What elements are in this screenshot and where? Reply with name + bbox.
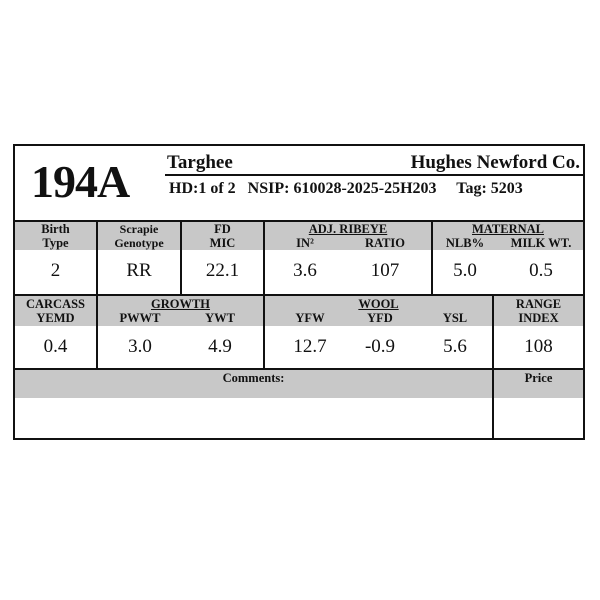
scrapie-value: RR bbox=[126, 260, 152, 281]
ribeye-in2-value: 3.6 bbox=[293, 260, 317, 281]
range-index-value: 108 bbox=[524, 336, 553, 357]
scrapie-label-line2: Genotype bbox=[114, 236, 164, 250]
fd-mic-label bbox=[182, 222, 263, 250]
ribeye-in2-label: IN² bbox=[296, 236, 314, 250]
rule-3 bbox=[15, 368, 583, 370]
ribeye-ratio-value: 107 bbox=[370, 260, 400, 281]
carcass-label-line2: YEMD bbox=[36, 311, 75, 325]
ribeye-ratio-label: RATIO bbox=[364, 236, 406, 250]
birth-type-label-line2: Type bbox=[42, 236, 69, 250]
fd-label-line2: MIC bbox=[209, 236, 236, 250]
header-rule bbox=[165, 174, 585, 176]
price-label: Price bbox=[524, 371, 553, 385]
ribeye-group-label: ADJ. RIBEYE bbox=[308, 222, 388, 236]
carcass-label bbox=[15, 297, 96, 325]
pwwt-value: 3.0 bbox=[128, 336, 152, 357]
comments-area bbox=[15, 398, 492, 440]
nsip-text: NSIP: 610028-2025-25H203 bbox=[247, 180, 437, 197]
scrapie-label-line1: Scrapie bbox=[119, 222, 159, 236]
ywt-value: 4.9 bbox=[208, 336, 232, 357]
range-label-line1: RANGE bbox=[515, 297, 562, 311]
id-line bbox=[169, 180, 523, 198]
pwwt-label: PWWT bbox=[119, 311, 161, 325]
range-label-line2: INDEX bbox=[518, 311, 559, 325]
breed-name: Targhee bbox=[167, 152, 233, 173]
rule-2 bbox=[15, 294, 583, 296]
comments-label: Comments: bbox=[222, 371, 285, 385]
fd-label-line1: FD bbox=[214, 222, 231, 236]
yfw-label: YFW bbox=[295, 311, 325, 325]
ywt-label: YWT bbox=[205, 311, 235, 325]
price-area bbox=[494, 398, 583, 440]
carcass-yemd-value: 0.4 bbox=[43, 336, 68, 357]
nlb-label: NLB% bbox=[445, 236, 485, 250]
carcass-label-line1: CARCASS bbox=[25, 297, 86, 311]
hd-text: HD:1 of 2 bbox=[169, 180, 236, 197]
fd-mic-value: 22.1 bbox=[205, 260, 240, 281]
birth-type-label bbox=[15, 222, 96, 250]
birth-type-value: 2 bbox=[50, 260, 61, 281]
lamb-info-card bbox=[13, 144, 585, 440]
yfw-value: 12.7 bbox=[293, 336, 327, 357]
ysl-label: YSL bbox=[442, 311, 468, 325]
birth-type-label-line1: Birth bbox=[41, 222, 70, 236]
ysl-value: 5.6 bbox=[443, 336, 467, 357]
maternal-group-label: MATERNAL bbox=[472, 222, 544, 236]
wool-group-label: WOOL bbox=[358, 297, 399, 311]
milk-wt-value: 0.5 bbox=[529, 260, 553, 281]
yfd-value: -0.9 bbox=[364, 336, 396, 357]
growth-group-label: GROWTH bbox=[150, 297, 211, 311]
scrapie-label bbox=[98, 222, 180, 250]
range-index-label bbox=[494, 297, 583, 325]
tag-text: Tag: 5203 bbox=[456, 180, 523, 197]
milk-wt-label: MILK WT. bbox=[510, 236, 572, 250]
lot-number: 194A bbox=[31, 156, 130, 207]
breeder-name: Hughes Newford Co. bbox=[410, 152, 580, 173]
yfd-label: YFD bbox=[367, 311, 393, 325]
nlb-value: 5.0 bbox=[453, 260, 477, 281]
